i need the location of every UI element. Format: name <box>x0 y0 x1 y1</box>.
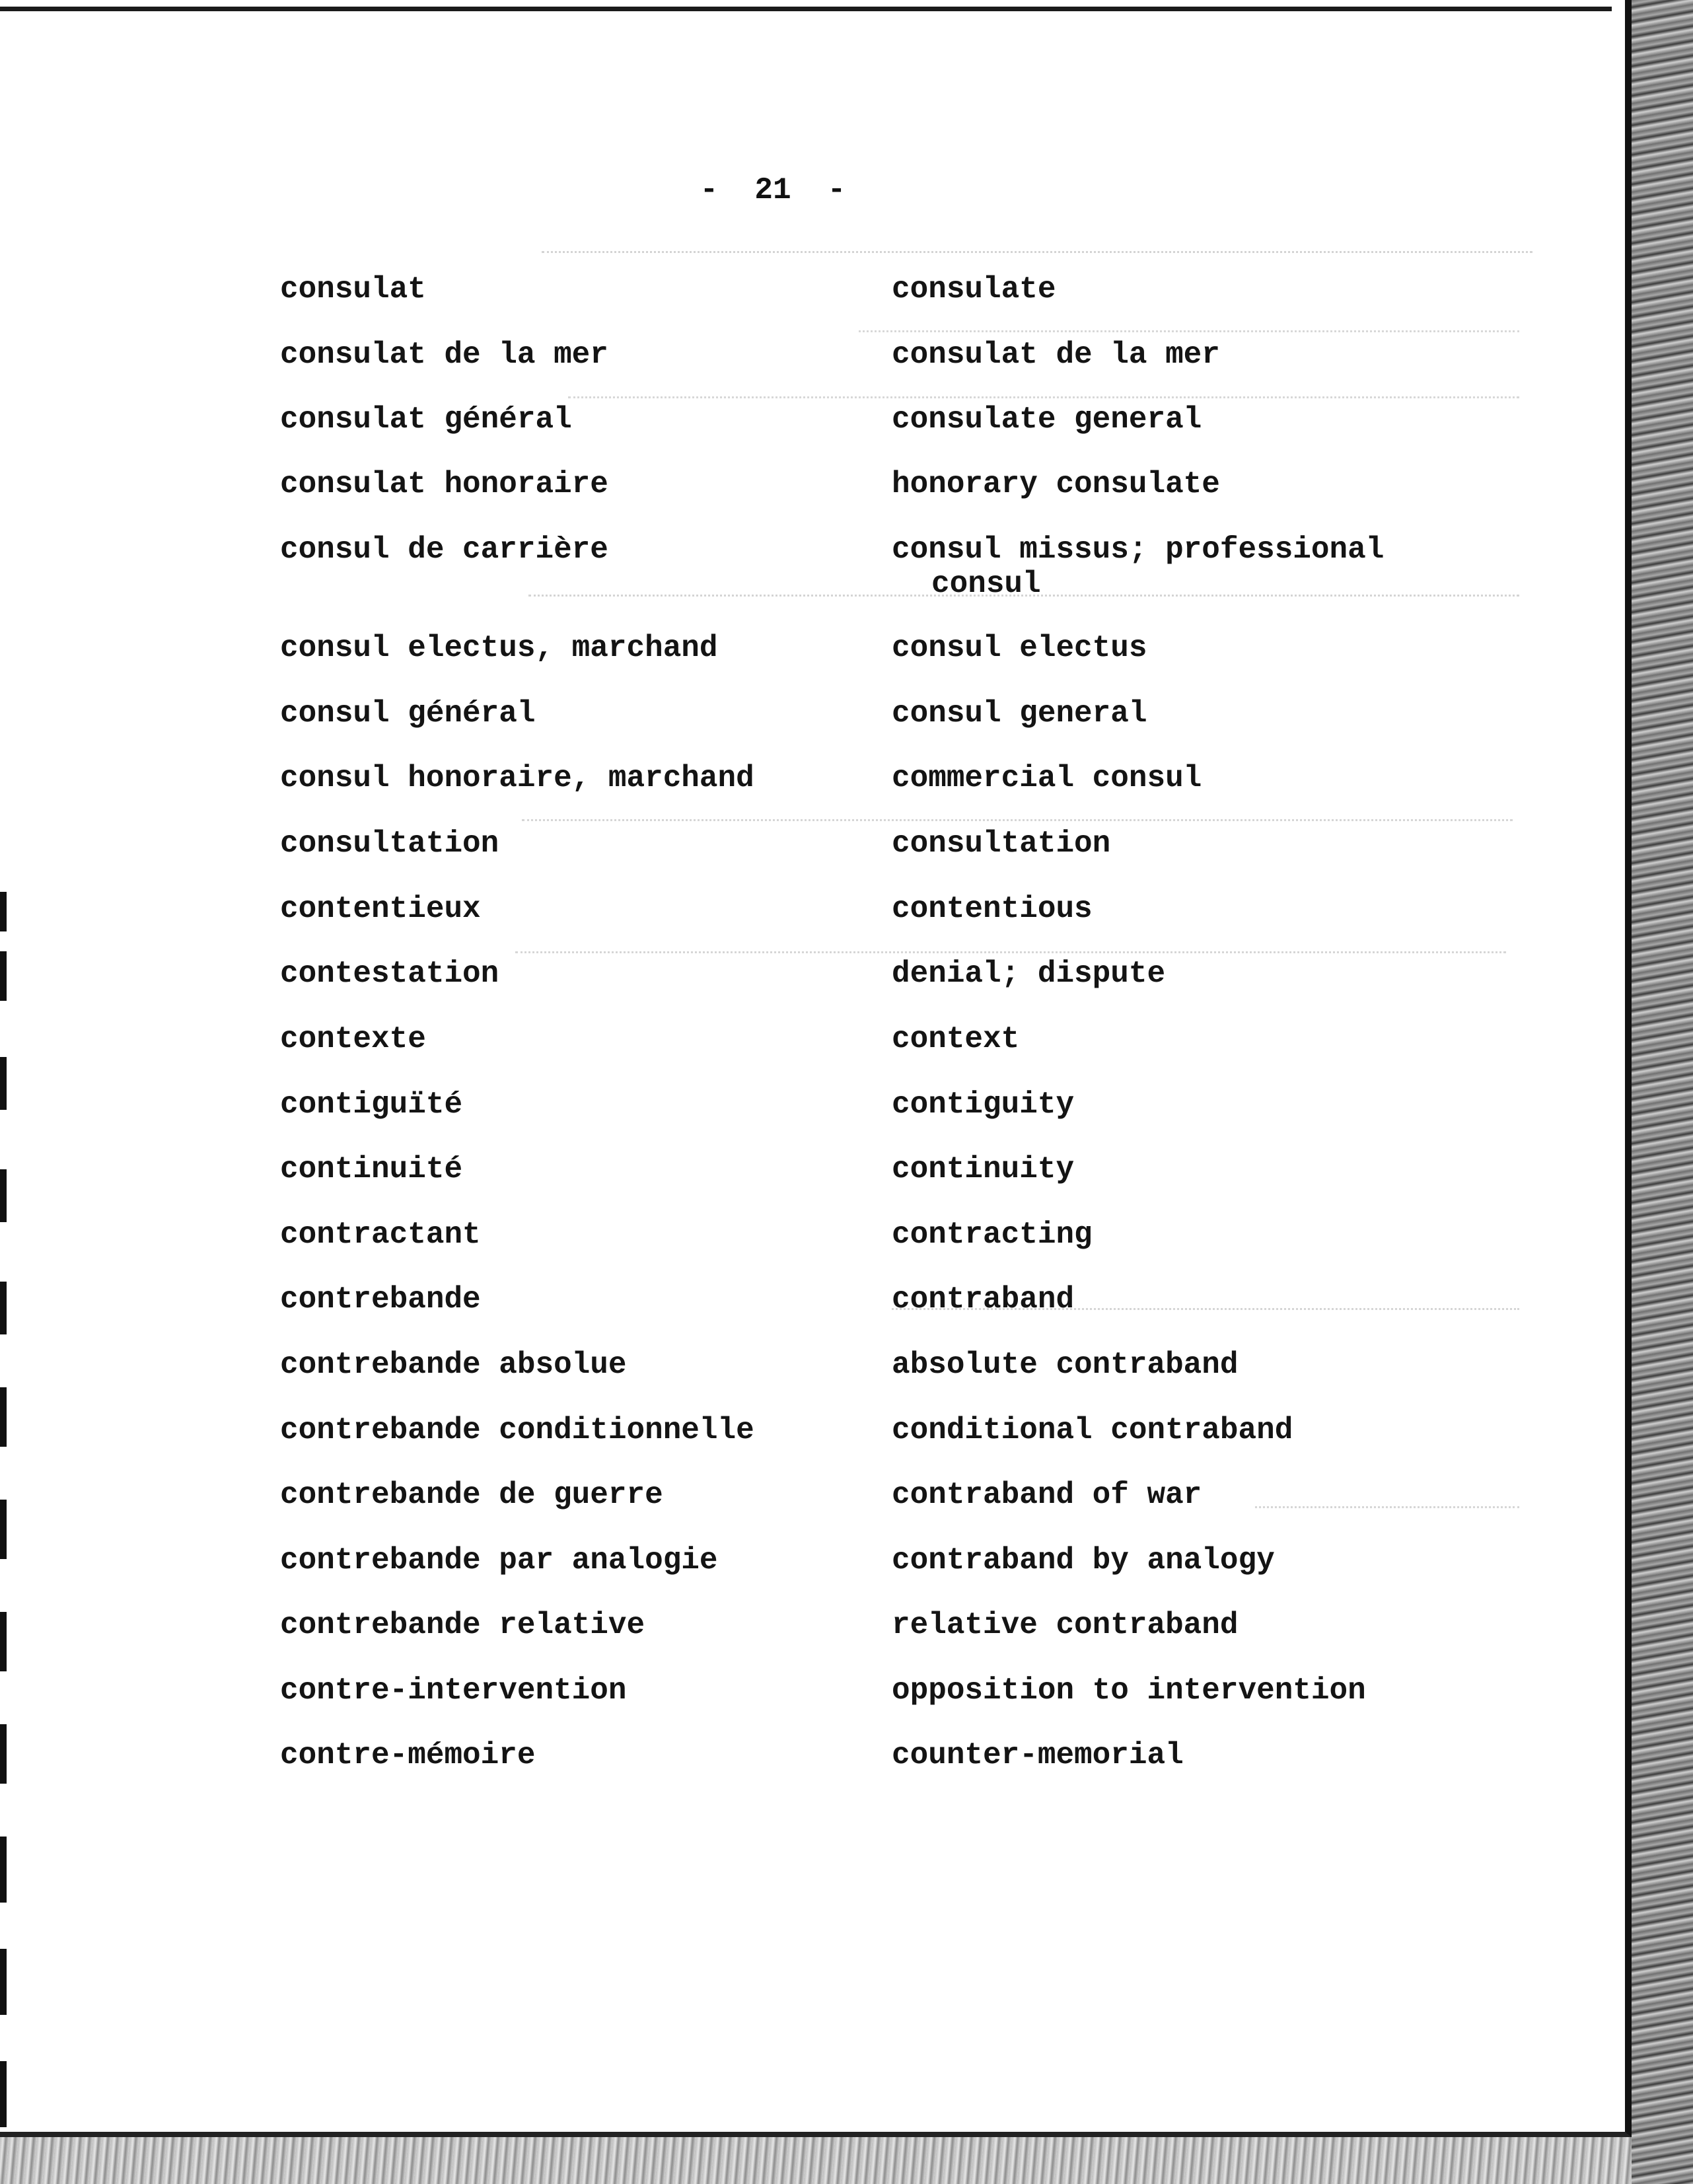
french-term: consultation <box>280 826 499 861</box>
english-term <box>892 1673 1366 1708</box>
english-term-text: consulat de la mer <box>892 338 1220 372</box>
english-term-text: contiguity <box>892 1087 1075 1122</box>
english-term <box>892 532 1384 601</box>
english-term <box>892 631 1147 665</box>
english-term <box>892 402 1202 437</box>
french-term: contre-intervention <box>280 1673 627 1708</box>
page-number: - 21 - <box>700 173 846 207</box>
french-term: continuité <box>280 1152 463 1186</box>
english-term-text: opposition to intervention <box>892 1673 1366 1708</box>
punch-mark <box>0 951 7 1001</box>
english-term-text: consulate general <box>892 402 1202 437</box>
french-term: consulat général <box>280 402 572 437</box>
english-term-continuation: consul <box>931 567 1041 601</box>
english-term <box>892 1152 1074 1186</box>
english-term-text: consul electus <box>892 631 1147 665</box>
english-term-text: context <box>892 1022 1020 1056</box>
french-term: consul electus, marchand <box>280 631 718 665</box>
english-term <box>892 761 1202 795</box>
english-term <box>892 957 1165 991</box>
french-term: contre-mémoire <box>280 1738 536 1772</box>
french-term: consulat honoraire <box>280 467 608 501</box>
french-term: consulat de la mer <box>280 338 608 372</box>
binding-edge <box>1632 0 1693 2184</box>
english-term-text: absolute contraband <box>892 1348 1239 1382</box>
english-term-text: relative contraband <box>892 1608 1239 1642</box>
english-term <box>892 696 1147 731</box>
french-term: contrebande de guerre <box>280 1478 663 1512</box>
english-term <box>892 892 1093 926</box>
english-term-text: contraband by analogy <box>892 1543 1275 1578</box>
english-term <box>892 467 1220 501</box>
punch-mark <box>0 1612 7 1671</box>
french-term: contrebande par analogie <box>280 1543 718 1578</box>
english-term <box>892 1608 1239 1642</box>
english-term-text: contracting <box>892 1218 1093 1252</box>
french-term: consulat <box>280 272 426 307</box>
english-term <box>892 272 1056 307</box>
english-term-text: counter-memorial <box>892 1738 1184 1772</box>
french-term: contrebande relative <box>280 1608 645 1642</box>
english-term-text: consulate <box>892 272 1056 307</box>
english-term <box>892 1022 1019 1056</box>
english-term <box>892 1413 1293 1447</box>
english-term <box>892 1218 1093 1252</box>
french-term: consul honoraire, marchand <box>280 761 754 795</box>
french-term: consul de carrière <box>280 532 608 567</box>
punch-mark <box>0 1282 7 1334</box>
english-term <box>892 1478 1202 1512</box>
punch-mark <box>0 1500 7 1559</box>
french-term: contractant <box>280 1218 481 1252</box>
english-term <box>892 1348 1239 1382</box>
english-term-text: contraband <box>892 1282 1075 1317</box>
english-term <box>892 1087 1074 1122</box>
french-term: contrebande <box>280 1282 481 1317</box>
english-term-text: continuity <box>892 1152 1075 1186</box>
french-term: contrebande absolue <box>280 1348 627 1382</box>
english-term <box>892 1543 1275 1578</box>
english-term-text: denial; dispute <box>892 957 1166 991</box>
french-term: contexte <box>280 1022 426 1056</box>
punch-mark <box>0 1057 7 1110</box>
french-term: contestation <box>280 957 499 991</box>
english-term-text: honorary consulate <box>892 467 1220 501</box>
french-term: consul général <box>280 696 536 731</box>
french-term: contrebande conditionnelle <box>280 1413 754 1447</box>
english-term-text: conditional contraband <box>892 1413 1293 1447</box>
english-term <box>892 1738 1184 1772</box>
punch-mark <box>0 2061 7 2127</box>
bleed-through-line <box>1255 1506 1519 1535</box>
english-term-text: consultation <box>892 826 1111 861</box>
english-term-text: contentious <box>892 892 1093 926</box>
punch-mark <box>0 1837 7 1903</box>
french-term: contiguïté <box>280 1087 463 1122</box>
punch-mark <box>0 892 7 931</box>
punch-mark <box>0 1387 7 1447</box>
english-term-text: consul missus; professional <box>892 532 1385 567</box>
english-term <box>892 338 1220 372</box>
french-term: contentieux <box>280 892 481 926</box>
page-top-edge <box>0 7 1612 11</box>
punch-mark <box>0 1169 7 1222</box>
scan-bottom-edge <box>0 2137 1632 2184</box>
punch-mark <box>0 1949 7 2015</box>
english-term <box>892 826 1110 861</box>
english-term <box>892 1282 1074 1317</box>
punch-mark <box>0 1724 7 1784</box>
english-term-text: contraband of war <box>892 1478 1202 1512</box>
english-term-text: consul general <box>892 696 1147 731</box>
english-term-text: commercial consul <box>892 761 1202 795</box>
